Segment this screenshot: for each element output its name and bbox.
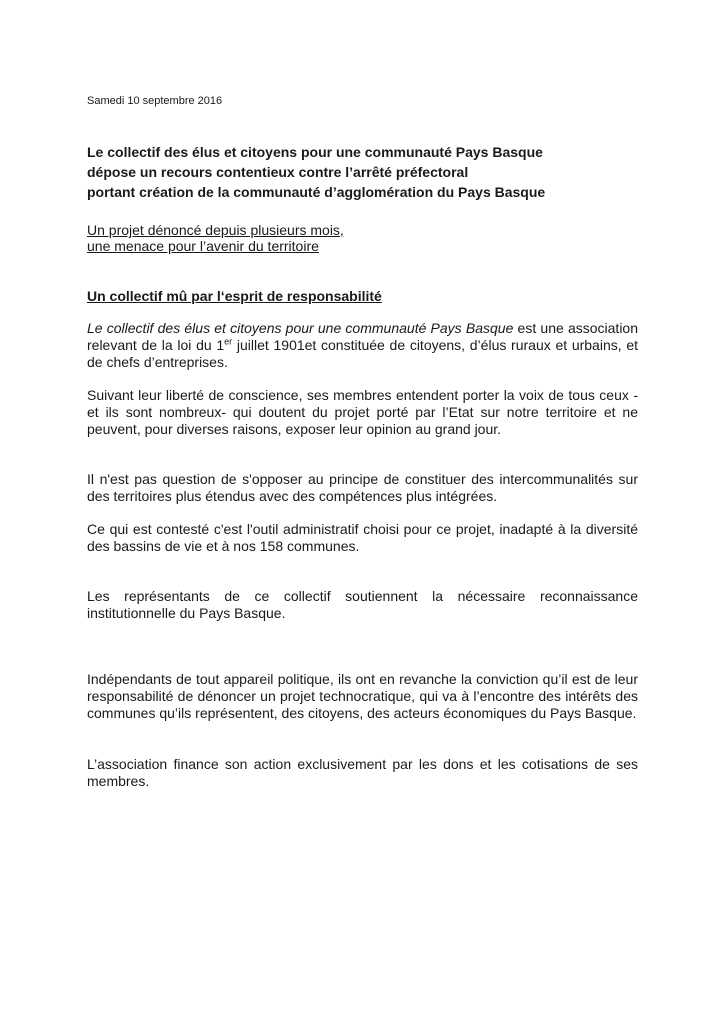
paragraph-1-text-a: est une association relevant de la loi du 1	[87, 320, 639, 353]
document-date: Samedi 10 septembre 2016	[87, 95, 223, 107]
paragraph-1-superscript: er	[224, 336, 233, 347]
document-title	[87, 142, 647, 202]
title-line-3: portant création de la communauté d’agglomération du Pays Basque	[87, 184, 546, 200]
paragraph-3: Il n'est pas question de s'opposer au principe de constituer des intercommunalités sur des territoires plus étendus avec des compétences plus intégrées.	[87, 471, 638, 504]
paragraph-1	[87, 320, 638, 371]
title-line-1: Le collectif des élus et citoyens pour une communauté Pays Basque	[87, 144, 543, 160]
paragraph-4: Ce qui est contesté c'est l'outil administratif choisi pour ce projet, inadapté à la diversité des bassins de vie et à nos 158 communes.	[87, 521, 638, 554]
paragraph-1-text-b: juillet 1901et constituée de citoyens, d’élus ruraux et urbains, et de chefs d’entreprises.	[87, 337, 639, 370]
subtitle-line-1: Un projet dénoncé depuis plusieurs mois,	[87, 222, 344, 238]
title-line-2: dépose un recours contentieux contre l’arrêté préfectoral	[87, 164, 469, 180]
paragraph-1-association-name: Le collectif des élus et citoyens pour une communauté Pays Basque	[87, 320, 514, 336]
paragraph-2: Suivant leur liberté de conscience, ses membres entendent porter la voix de tous ceux - et ils sont nombreux- qui doutent du projet porté par l’Etat sur notre territoire et ne peuvent, pour diverses raisons, exposer leur opinion au grand jour.	[87, 387, 638, 437]
paragraph-6: Indépendants de tout appareil politique, ils ont en revanche la conviction qu’il est de leur responsabilité de dénoncer un projet technocratique, qui va à l’encontre des intérêts des communes qu’ils représentent, des citoyens, des acteurs économiques du Pays Basque.	[87, 671, 638, 721]
paragraph-7: L’association finance son action exclusivement par les dons et les cotisations de ses membres.	[87, 756, 638, 789]
section-heading: Un collectif mû par l‘esprit de responsabilité	[87, 288, 382, 304]
document-subtitle	[87, 222, 344, 254]
paragraph-5: Les représentants de ce collectif soutiennent la nécessaire reconnaissance institutionnelle du Pays Basque.	[87, 588, 638, 621]
subtitle-line-2: une menace pour l’avenir du territoire	[87, 238, 319, 254]
